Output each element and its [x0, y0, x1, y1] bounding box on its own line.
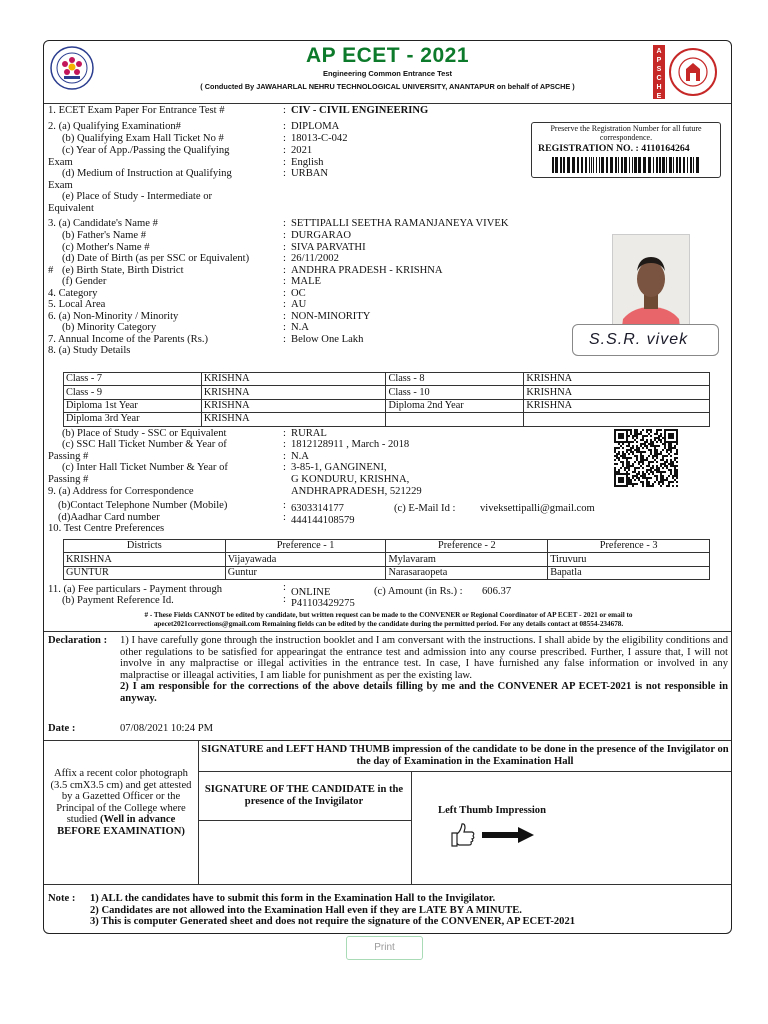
field-label: (b) Place of Study - SSC or Equivalent [62, 428, 227, 439]
field-colon: : [283, 276, 286, 287]
field-label: Passing # [48, 451, 89, 462]
field-label: 10. Test Centre Preferences [48, 523, 165, 534]
note-divider [44, 884, 731, 885]
note-label: Note : [48, 893, 76, 904]
candidate-signature: S.S.R. vivek [589, 331, 689, 348]
table-cell: Bapatla [548, 566, 710, 579]
edit-notice [44, 611, 732, 629]
qr-code [614, 429, 678, 487]
table-cell: KRISHNA [201, 386, 386, 399]
table-header-cell: Districts [64, 540, 226, 553]
field-value: N.A [291, 451, 309, 462]
field-label: 2. (a) Qualifying Examination# [48, 121, 181, 132]
field-label: (c) Mother's Name # [62, 242, 150, 253]
table-row [64, 373, 710, 386]
field-colon: : [283, 582, 286, 593]
field-label: (d) Medium of Instruction at Qualifying [62, 168, 232, 179]
field-colon: : [283, 334, 286, 345]
field-colon: : [283, 105, 286, 116]
field-colon: : [283, 145, 286, 156]
print-button[interactable]: Print [346, 936, 423, 960]
fee-label: 11. (a) Fee particulars - Payment through [48, 584, 223, 595]
email-label: (c) E-Mail Id : [394, 503, 456, 514]
registration-number [538, 143, 690, 154]
registration-note: Preserve the Registration Number for all future correspondence. [550, 124, 702, 142]
field-label-continued: Exam [48, 156, 73, 168]
field-colon: : [283, 322, 286, 333]
table-cell: KRISHNA [524, 399, 710, 412]
field-label: (d) Date of Birth (as per SSC or Equivalent) [62, 253, 250, 264]
table-cell: KRISHNA [524, 373, 710, 386]
arrow-right-icon [482, 827, 534, 843]
field-value: URBAN [291, 168, 329, 179]
fee-mode-value: ONLINE [291, 587, 331, 598]
field-label: (c) SSC Hall Ticket Number & Year of [62, 439, 227, 450]
field-colon: : [283, 288, 286, 299]
field-label: (f) Gender [62, 276, 107, 287]
field-value: MALE [291, 276, 322, 287]
candidate-signature-label: SIGNATURE OF THE CANDIDATE in the presence of the Invigilator [204, 784, 404, 807]
field-label: 9. (a) Address for Correspondence [48, 486, 194, 497]
field-colon: : [283, 253, 286, 264]
thumbs-up-icon [448, 819, 478, 849]
field-value: AU [291, 299, 307, 310]
field-value: SIVA PARVATHI [291, 242, 366, 253]
field-colon: : [283, 439, 286, 450]
field-label: (e) Place of Study - Intermediate or [62, 191, 213, 202]
field-label: (b) Qualifying Exam Hall Ticket No # [62, 133, 224, 144]
hall-ticket-form [43, 40, 732, 934]
field-value: 1812128911 , March - 2018 [291, 439, 410, 450]
apsche-emblem-icon [668, 45, 718, 99]
field-colon: : [283, 157, 286, 168]
thumb-impression-label: Left Thumb Impression [438, 805, 546, 816]
notice-divider [44, 631, 731, 632]
affix-bold-text: (Well in advance BEFORE EXAMINATION) [57, 814, 185, 837]
note-item: 1) ALL the candidates have to submit this form in the Examination Hall to the Invigilator. [90, 893, 496, 904]
field-label: (c) Inter Hall Ticket Number & Year of [62, 462, 228, 473]
field-colon: : [283, 451, 286, 462]
table-header-cell: Preference - 1 [225, 540, 386, 553]
field-value: Below One Lakh [291, 334, 364, 345]
signature-heading-divider [198, 771, 732, 772]
field-label: (b) Father's Name # [62, 230, 146, 241]
field-colon: : [283, 512, 286, 523]
test-centre-table [63, 539, 710, 580]
field-label: 6. (a) Non-Minority / Minority [48, 311, 179, 322]
study-details-table [63, 372, 710, 427]
field-value: 3-85-1, GANGINENI, [291, 462, 387, 473]
table-cell: Narasaraopeta [386, 566, 548, 579]
field-colon: : [283, 230, 286, 241]
table-cell: KRISHNA [201, 413, 386, 426]
exam-subtitle: Engineering Common Entrance Test [322, 69, 453, 78]
field-value: RURAL [291, 428, 327, 439]
field-label: (b) Minority Category [62, 322, 157, 333]
candidate-sign-divider [198, 820, 411, 821]
field-colon: : [283, 242, 286, 253]
field-colon: : [283, 428, 286, 439]
payment-ref-value: P41103429275 [291, 598, 355, 609]
field-value: DURGARAO [291, 230, 352, 241]
field-value: SETTIPALLI SEETHA RAMANJANEYA VIVEK [291, 218, 509, 229]
declaration-label: Declaration : [48, 635, 108, 646]
field-colon: : [283, 265, 286, 276]
registration-label: REGISTRATION NO. : [538, 143, 639, 154]
table-cell: KRISHNA [64, 553, 226, 566]
table-row [64, 553, 710, 566]
field-value: 2021 [291, 145, 313, 156]
table-header-row [64, 540, 710, 553]
table-cell: Class - 7 [64, 373, 202, 386]
field-label: 4. Category [48, 288, 98, 299]
field-colon: : [283, 299, 286, 310]
table-row [64, 399, 710, 412]
edit-notice-line1: # - These Fields CANNOT be edited by candidate, but written request can be made to the CONVENER or Regional Coordinator of AP ECET - 2021 or email to [144, 611, 633, 619]
registration-value: 4110164264 [641, 143, 690, 154]
table-cell: Class - 8 [386, 373, 524, 386]
header-divider [44, 103, 731, 104]
declaration-text [120, 635, 728, 705]
table-cell: Tiruvuru [548, 553, 710, 566]
amount-value: 606.37 [482, 586, 512, 597]
declaration-para1: 1) I have carefully gone through the instruction booklet and I am conversant with the instructions. I shall abide by the eligibility conditions and other regulations to be satisfied for appearingat the entrance test and admission into any course prescribed. Further, I assure that, I will not involve in any malpractise or illegal activities in the entrance test. In case, I have furnished any false information or involved in any malpractise or illeagal activities, I am liable for punishment as per the existing law. [120, 635, 728, 681]
field-label-continued: # [48, 264, 54, 276]
email-value: viveksettipalli@gmail.com [480, 503, 595, 514]
field-label-continued: Exam [48, 179, 73, 191]
affix-text: Affix a recent color photograph (3.5 cmX3.5 cm) and get attested by a Gazetted Officer or the Principal of the College where studied [50, 768, 192, 826]
date-value: 07/08/2021 10:24 PM [120, 723, 214, 734]
table-cell: KRISHNA [524, 386, 710, 399]
candidate-portrait-icon [613, 235, 689, 335]
field-label: 8. (a) Study Details [48, 345, 131, 356]
edit-notice-line2: apecet2021corrections@gmail.com Remaining fields can be edited by the candidate during the permitted period. For any details contact at 08554-234678. [153, 620, 624, 628]
table-cell: Mylavaram [386, 553, 548, 566]
field-colon: : [283, 311, 286, 322]
field-colon: : [283, 133, 286, 144]
registration-barcode [552, 157, 702, 173]
field-label: (b)Contact Telephone Number (Mobile) [58, 500, 228, 511]
field-label: (c) Year of App./Passing the Qualifying [62, 145, 230, 156]
table-header-cell: Preference - 3 [548, 540, 710, 553]
field-label: 5. Local Area [48, 299, 106, 310]
field-colon: : [283, 500, 286, 511]
amount-label: (c) Amount (in Rs.) : [374, 586, 463, 597]
field-value: G KONDURU, KRISHNA, [291, 474, 410, 485]
field-label: Passing # [48, 474, 89, 485]
payment-ref-label: (b) Payment Reference Id. [62, 595, 174, 606]
note-item: 3) This is computer Generated sheet and does not require the signature of the CONVENER, AP ECET-2021 [90, 916, 576, 927]
table-cell: GUNTUR [64, 566, 226, 579]
field-value: 18013-C-042 [291, 133, 348, 144]
table-cell: Guntur [225, 566, 386, 579]
field-value: 6303314177 [291, 503, 344, 514]
note-item: 2) Candidates are not allowed into the Examination Hall even if they are LATE BY A MINUTE. [90, 905, 522, 916]
table-cell [524, 413, 710, 426]
table-row [64, 413, 710, 426]
field-label: 7. Annual Income of the Parents (Rs.) [48, 334, 209, 345]
field-label-continued: Equivalent [48, 202, 94, 214]
date-label: Date : [48, 723, 76, 734]
apsche-vertical-logo: A P S C H E [653, 45, 665, 99]
table-cell: Class - 10 [386, 386, 524, 399]
signature-column-divider [411, 771, 412, 884]
field-label: 1. ECET Exam Paper For Entrance Test # [48, 105, 225, 116]
table-cell: KRISHNA [201, 373, 386, 386]
signature-heading: SIGNATURE and LEFT HAND THUMB impression of the candidate to be done in the presence of the Invigilator on the day of Examination in the Examination Hall [201, 744, 729, 767]
table-cell: Class - 9 [64, 386, 202, 399]
field-value: English [291, 157, 324, 168]
field-value: CIV - CIVIL ENGINEERING [291, 105, 429, 116]
table-cell [386, 413, 524, 426]
field-label: 3. (a) Candidate's Name # [48, 218, 158, 229]
field-colon: : [283, 594, 286, 605]
exam-title: AP ECET - 2021 [305, 44, 469, 67]
field-value: N.A [291, 322, 309, 333]
field-value: 444144108579 [291, 515, 355, 526]
table-cell: Diploma 3rd Year [64, 413, 202, 426]
table-header-cell: Preference - 2 [386, 540, 548, 553]
table-cell: KRISHNA [201, 399, 386, 412]
field-value: OC [291, 288, 306, 299]
field-value: NON-MINORITY [291, 311, 371, 322]
candidate-signature-box [572, 324, 719, 356]
field-value: DIPLOMA [291, 121, 340, 132]
field-colon: : [283, 168, 286, 179]
field-label: (d)Aadhar Card number [58, 512, 160, 523]
declaration-para2: 2) I am responsible for the corrections of the above details filling by me and the CONVENER AP ECET-2021 is not responsible in anyway. [120, 681, 728, 704]
conducted-by: ( Conducted By JAWAHARLAL NEHRU TECHNOLOGICAL UNIVERSITY, ANANTAPUR on behalf of APSCHE ) [200, 82, 575, 91]
table-cell: Vijayawada [225, 553, 386, 566]
field-label: (e) Birth State, Birth District [62, 265, 184, 276]
field-value: ANDHRAPRADESH, 521229 [291, 486, 422, 497]
field-colon: : [283, 462, 286, 473]
photo-affix-instruction [50, 768, 192, 838]
registration-box [531, 122, 721, 178]
field-value: 26/11/2002 [291, 253, 339, 264]
table-row [64, 566, 710, 579]
candidate-photo [612, 234, 690, 336]
table-cell: Diploma 2nd Year [386, 399, 524, 412]
table-cell: Diploma 1st Year [64, 399, 202, 412]
table-row [64, 386, 710, 399]
field-colon: : [283, 121, 286, 132]
field-value: ANDHRA PRADESH - KRISHNA [291, 265, 443, 276]
field-colon: : [283, 218, 286, 229]
